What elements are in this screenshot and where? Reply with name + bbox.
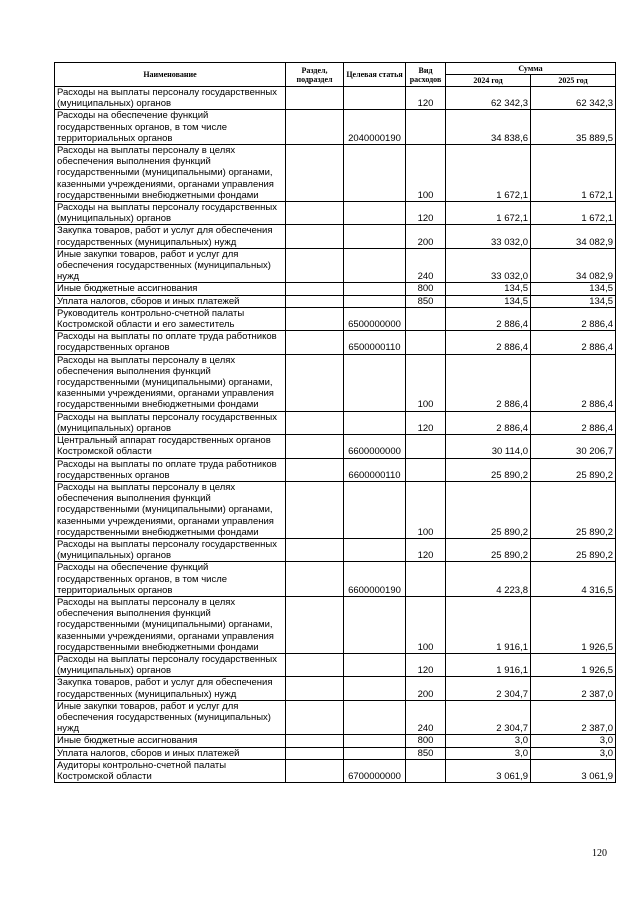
row-type-cell: 200 bbox=[406, 225, 446, 248]
table-row bbox=[55, 295, 616, 307]
row-sum-2024-cell: 3,0 bbox=[446, 747, 531, 759]
header-year-2025: 2025 год bbox=[531, 75, 616, 87]
row-name-cell: Руководитель контрольно-счетной палаты Костромской области и его заместитель bbox=[55, 307, 286, 330]
table-row bbox=[55, 759, 616, 782]
row-type-cell: 120 bbox=[406, 202, 446, 225]
row-section-cell bbox=[286, 283, 344, 295]
row-name-cell: Расходы на выплаты персоналу государственных (муниципальных) органов bbox=[55, 653, 286, 676]
row-name-cell: Расходы на выплаты персоналу государственных (муниципальных) органов bbox=[55, 411, 286, 434]
table-row bbox=[55, 538, 616, 561]
row-sum-2024-cell: 4 223,8 bbox=[446, 562, 531, 597]
table-row bbox=[55, 307, 616, 330]
row-sum-2025-cell: 62 342,3 bbox=[531, 87, 616, 110]
row-type-cell bbox=[406, 562, 446, 597]
row-sum-2024-cell: 62 342,3 bbox=[446, 87, 531, 110]
row-type-cell: 200 bbox=[406, 677, 446, 700]
row-target-cell: 6600000000 bbox=[344, 435, 406, 458]
row-sum-2025-cell: 2 886,4 bbox=[531, 411, 616, 434]
row-target-cell: 6500000110 bbox=[344, 331, 406, 354]
row-sum-2025-cell: 134,5 bbox=[531, 283, 616, 295]
row-sum-2025-cell: 1 926,5 bbox=[531, 653, 616, 676]
row-type-cell: 800 bbox=[406, 283, 446, 295]
table-row bbox=[55, 87, 616, 110]
row-name-cell: Расходы на выплаты персоналу государственных (муниципальных) органов bbox=[55, 538, 286, 561]
table-row bbox=[55, 596, 616, 653]
row-name-cell: Расходы на выплаты персоналу в целях обеспечения выполнения функций государственными (муниципальными) органами, казенными учреждениями, органами управления государственными внебюджетными фондами bbox=[55, 481, 286, 538]
row-section-cell bbox=[286, 145, 344, 202]
row-target-cell bbox=[344, 145, 406, 202]
row-target-cell bbox=[344, 411, 406, 434]
table-row bbox=[55, 458, 616, 481]
row-sum-2025-cell: 34 082,9 bbox=[531, 225, 616, 248]
row-type-cell: 120 bbox=[406, 653, 446, 676]
budget-table bbox=[54, 62, 616, 783]
row-type-cell bbox=[406, 307, 446, 330]
row-name-cell: Уплата налогов, сборов и иных платежей bbox=[55, 747, 286, 759]
row-name-cell: Иные закупки товаров, работ и услуг для обеспечения государственных (муниципальных) нужд bbox=[55, 700, 286, 735]
page-number: 120 bbox=[592, 848, 607, 859]
row-section-cell bbox=[286, 481, 344, 538]
row-type-cell bbox=[406, 759, 446, 782]
row-type-cell bbox=[406, 331, 446, 354]
header-type: Вид расходов bbox=[406, 63, 446, 87]
row-section-cell bbox=[286, 225, 344, 248]
row-name-cell: Иные закупки товаров, работ и услуг для обеспечения государственных (муниципальных) нужд bbox=[55, 248, 286, 283]
row-type-cell: 240 bbox=[406, 700, 446, 735]
row-name-cell: Расходы на выплаты по оплате труда работников государственных органов bbox=[55, 458, 286, 481]
table-row bbox=[55, 248, 616, 283]
row-target-cell bbox=[344, 354, 406, 411]
row-sum-2024-cell: 2 304,7 bbox=[446, 677, 531, 700]
row-sum-2025-cell: 35 889,5 bbox=[531, 110, 616, 145]
row-name-cell: Закупка товаров, работ и услуг для обеспечения государственных (муниципальных) нужд bbox=[55, 225, 286, 248]
row-sum-2024-cell: 1 672,1 bbox=[446, 145, 531, 202]
row-sum-2025-cell: 2 886,4 bbox=[531, 354, 616, 411]
table-row bbox=[55, 700, 616, 735]
row-sum-2025-cell: 4 316,5 bbox=[531, 562, 616, 597]
budget-table-sheet bbox=[54, 62, 615, 783]
header-target: Целевая статья bbox=[344, 63, 406, 87]
row-target-cell bbox=[344, 653, 406, 676]
row-section-cell bbox=[286, 747, 344, 759]
row-section-cell bbox=[286, 458, 344, 481]
row-target-cell bbox=[344, 747, 406, 759]
table-row bbox=[55, 653, 616, 676]
row-type-cell: 120 bbox=[406, 538, 446, 561]
row-sum-2024-cell: 3,0 bbox=[446, 735, 531, 747]
row-type-cell bbox=[406, 435, 446, 458]
row-name-cell: Расходы на выплаты персоналу государственных (муниципальных) органов bbox=[55, 202, 286, 225]
row-target-cell: 6700000000 bbox=[344, 759, 406, 782]
row-sum-2025-cell: 34 082,9 bbox=[531, 248, 616, 283]
row-sum-2025-cell: 2 387,0 bbox=[531, 700, 616, 735]
row-sum-2025-cell: 1 926,5 bbox=[531, 596, 616, 653]
row-sum-2024-cell: 30 114,0 bbox=[446, 435, 531, 458]
row-target-cell: 2040000190 bbox=[344, 110, 406, 145]
row-sum-2024-cell: 2 886,4 bbox=[446, 331, 531, 354]
row-name-cell: Расходы на выплаты по оплате труда работников государственных органов bbox=[55, 331, 286, 354]
table-row bbox=[55, 481, 616, 538]
row-target-cell: 6600000110 bbox=[344, 458, 406, 481]
row-target-cell bbox=[344, 87, 406, 110]
row-section-cell bbox=[286, 538, 344, 561]
row-target-cell bbox=[344, 677, 406, 700]
row-sum-2024-cell: 3 061,9 bbox=[446, 759, 531, 782]
row-section-cell bbox=[286, 435, 344, 458]
row-type-cell: 850 bbox=[406, 295, 446, 307]
row-section-cell bbox=[286, 562, 344, 597]
row-name-cell: Иные бюджетные ассигнования bbox=[55, 735, 286, 747]
row-name-cell: Иные бюджетные ассигнования bbox=[55, 283, 286, 295]
row-name-cell: Закупка товаров, работ и услуг для обеспечения государственных (муниципальных) нужд bbox=[55, 677, 286, 700]
row-type-cell: 100 bbox=[406, 596, 446, 653]
row-target-cell bbox=[344, 481, 406, 538]
row-section-cell bbox=[286, 87, 344, 110]
row-name-cell: Расходы на обеспечение функций государственных органов, в том числе территориальных органов bbox=[55, 110, 286, 145]
row-target-cell bbox=[344, 700, 406, 735]
row-sum-2024-cell: 134,5 bbox=[446, 295, 531, 307]
row-section-cell bbox=[286, 307, 344, 330]
row-sum-2024-cell: 2 304,7 bbox=[446, 700, 531, 735]
row-sum-2025-cell: 25 890,2 bbox=[531, 458, 616, 481]
row-sum-2025-cell: 1 672,1 bbox=[531, 145, 616, 202]
row-sum-2024-cell: 25 890,2 bbox=[446, 538, 531, 561]
row-section-cell bbox=[286, 248, 344, 283]
row-sum-2025-cell: 2 387,0 bbox=[531, 677, 616, 700]
row-type-cell: 850 bbox=[406, 747, 446, 759]
row-sum-2024-cell: 134,5 bbox=[446, 283, 531, 295]
table-row bbox=[55, 562, 616, 597]
row-section-cell bbox=[286, 653, 344, 676]
row-section-cell bbox=[286, 411, 344, 434]
row-target-cell bbox=[344, 202, 406, 225]
row-sum-2025-cell: 3,0 bbox=[531, 747, 616, 759]
table-row bbox=[55, 411, 616, 434]
row-sum-2024-cell: 1 916,1 bbox=[446, 596, 531, 653]
row-name-cell: Центральный аппарат государственных органов Костромской области bbox=[55, 435, 286, 458]
row-sum-2024-cell: 2 886,4 bbox=[446, 411, 531, 434]
row-type-cell: 100 bbox=[406, 145, 446, 202]
row-sum-2025-cell: 3,0 bbox=[531, 735, 616, 747]
row-type-cell: 100 bbox=[406, 481, 446, 538]
row-type-cell: 240 bbox=[406, 248, 446, 283]
row-section-cell bbox=[286, 759, 344, 782]
row-sum-2024-cell: 2 886,4 bbox=[446, 354, 531, 411]
row-name-cell: Аудиторы контрольно-счетной палаты Костромской области bbox=[55, 759, 286, 782]
row-sum-2024-cell: 2 886,4 bbox=[446, 307, 531, 330]
row-sum-2024-cell: 25 890,2 bbox=[446, 481, 531, 538]
row-section-cell bbox=[286, 735, 344, 747]
table-row bbox=[55, 283, 616, 295]
row-target-cell bbox=[344, 225, 406, 248]
row-name-cell: Расходы на выплаты персоналу в целях обеспечения выполнения функций государственными (муниципальными) органами, казенными учреждениями, органами управления государственными внебюджетными фондами bbox=[55, 596, 286, 653]
row-type-cell: 100 bbox=[406, 354, 446, 411]
row-type-cell: 800 bbox=[406, 735, 446, 747]
row-sum-2024-cell: 25 890,2 bbox=[446, 458, 531, 481]
row-name-cell: Расходы на выплаты персоналу в целях обеспечения выполнения функций государственными (муниципальными) органами, казенными учреждениями, органами управления государственными внебюджетными фондами bbox=[55, 354, 286, 411]
table-row bbox=[55, 145, 616, 202]
row-section-cell bbox=[286, 331, 344, 354]
row-sum-2024-cell: 34 838,6 bbox=[446, 110, 531, 145]
row-sum-2025-cell: 25 890,2 bbox=[531, 481, 616, 538]
row-sum-2025-cell: 30 206,7 bbox=[531, 435, 616, 458]
row-section-cell bbox=[286, 110, 344, 145]
row-type-cell bbox=[406, 458, 446, 481]
row-target-cell bbox=[344, 735, 406, 747]
row-target-cell: 6600000190 bbox=[344, 562, 406, 597]
header-name: Наименование bbox=[55, 63, 286, 87]
row-section-cell bbox=[286, 677, 344, 700]
table-row bbox=[55, 435, 616, 458]
table-row bbox=[55, 225, 616, 248]
row-name-cell: Уплата налогов, сборов и иных платежей bbox=[55, 295, 286, 307]
row-name-cell: Расходы на выплаты персоналу государственных (муниципальных) органов bbox=[55, 87, 286, 110]
row-target-cell bbox=[344, 283, 406, 295]
row-sum-2025-cell: 2 886,4 bbox=[531, 307, 616, 330]
table-row bbox=[55, 747, 616, 759]
row-name-cell: Расходы на выплаты персоналу в целях обеспечения выполнения функций государственными (муниципальными) органами, казенными учреждениями, органами управления государственными внебюджетными фондами bbox=[55, 145, 286, 202]
table-row bbox=[55, 110, 616, 145]
row-target-cell bbox=[344, 248, 406, 283]
row-sum-2024-cell: 33 032,0 bbox=[446, 225, 531, 248]
row-type-cell: 120 bbox=[406, 411, 446, 434]
row-sum-2025-cell: 1 672,1 bbox=[531, 202, 616, 225]
row-target-cell bbox=[344, 538, 406, 561]
row-sum-2025-cell: 134,5 bbox=[531, 295, 616, 307]
row-section-cell bbox=[286, 295, 344, 307]
row-name-cell: Расходы на обеспечение функций государственных органов, в том числе территориальных органов bbox=[55, 562, 286, 597]
row-sum-2025-cell: 2 886,4 bbox=[531, 331, 616, 354]
row-section-cell bbox=[286, 700, 344, 735]
row-sum-2025-cell: 25 890,2 bbox=[531, 538, 616, 561]
header-sum: Сумма bbox=[446, 63, 616, 75]
table-row bbox=[55, 354, 616, 411]
table-row bbox=[55, 677, 616, 700]
row-sum-2024-cell: 33 032,0 bbox=[446, 248, 531, 283]
row-target-cell: 6500000000 bbox=[344, 307, 406, 330]
table-row bbox=[55, 202, 616, 225]
row-section-cell bbox=[286, 596, 344, 653]
row-sum-2025-cell: 3 061,9 bbox=[531, 759, 616, 782]
table-row bbox=[55, 331, 616, 354]
row-type-cell bbox=[406, 110, 446, 145]
row-target-cell bbox=[344, 596, 406, 653]
header-year-2024: 2024 год bbox=[446, 75, 531, 87]
row-target-cell bbox=[344, 295, 406, 307]
header-section: Раздел, подраздел bbox=[286, 63, 344, 87]
row-sum-2024-cell: 1 672,1 bbox=[446, 202, 531, 225]
row-section-cell bbox=[286, 202, 344, 225]
table-row bbox=[55, 735, 616, 747]
row-type-cell: 120 bbox=[406, 87, 446, 110]
row-section-cell bbox=[286, 354, 344, 411]
row-sum-2024-cell: 1 916,1 bbox=[446, 653, 531, 676]
